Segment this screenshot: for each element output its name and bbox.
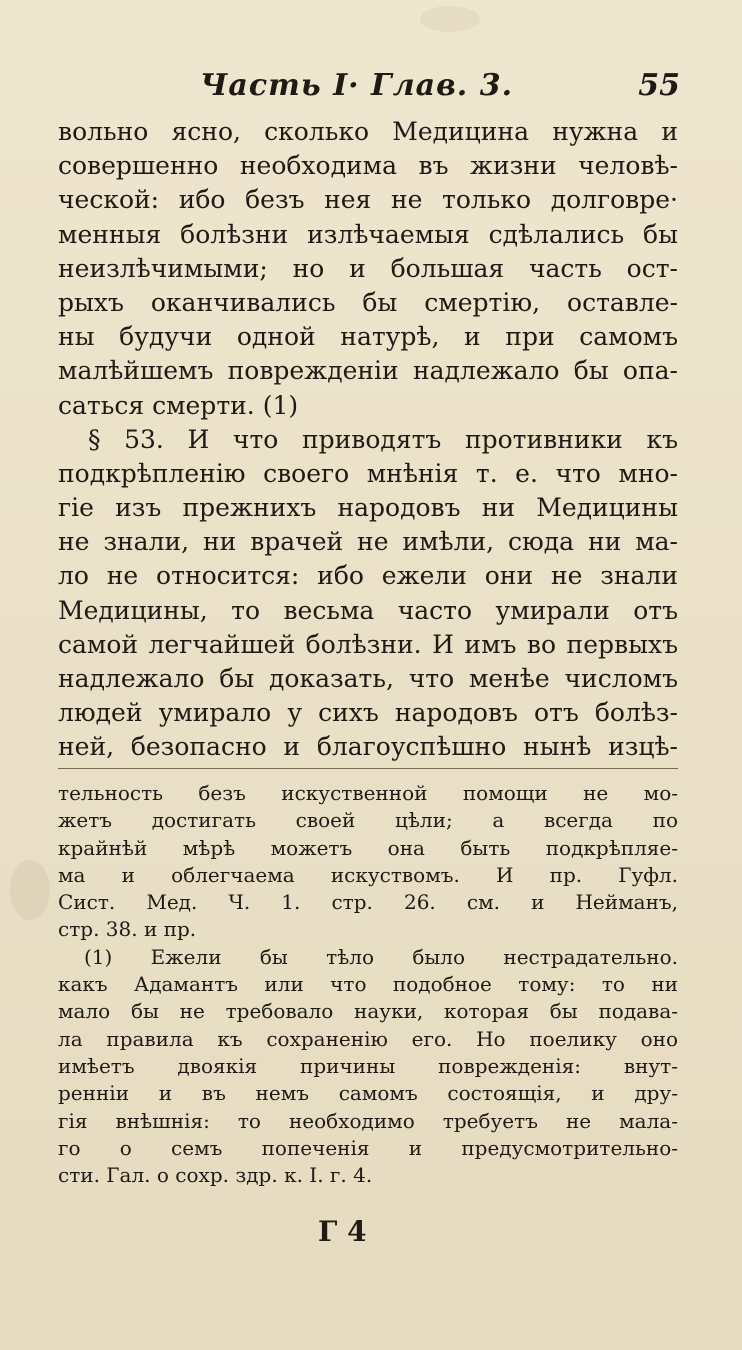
text-line: подкрѣпленію своего мнѣнія т. е. что мно- — [58, 458, 678, 488]
paper-stain — [420, 6, 480, 32]
footnote-divider — [58, 768, 678, 769]
text-line: малѣйшемъ поврежденіи надлежало бы опа- — [58, 356, 678, 386]
text-line: неизлѣчимыми; но и большая часть ост- — [58, 253, 678, 283]
page-number: 55 — [638, 68, 680, 103]
footnote-line: крайнѣй мѣрѣ можетъ она быть подкрѣпляе- — [58, 835, 678, 860]
text-line: ны будучи одной натурѣ, и при самомъ — [58, 322, 678, 352]
text-line: Медицины, то весьма часто умирали отъ — [58, 595, 678, 625]
text-line: рыхъ оканчивались бы смертію, оставле- — [58, 287, 678, 317]
footnote-line: имѣетъ двоякія причины поврежденія: внут- — [58, 1053, 678, 1078]
footnote-line: (1) Ежели бы тѣло было нестрадательно. — [84, 944, 678, 969]
text-line: ло не относится: ибо ежели они не знали — [58, 561, 678, 591]
footnote-line: гія внѣшнія: то необходимо требуетъ не мала- — [58, 1108, 678, 1133]
text-line: ческой: ибо безъ нея не только долговре· — [58, 185, 678, 215]
footnote-line: жетъ достигать своей цѣли; а всегда по — [58, 808, 678, 833]
footnote-line: какъ Адамантъ или что подобное тому: то ни — [58, 972, 678, 997]
paper-stain — [10, 860, 50, 920]
text-line: саться смерти. (1) — [58, 390, 299, 420]
footnotes — [58, 780, 678, 1189]
text-line: людей умирало у сихъ народовъ отъ болѣз- — [58, 698, 678, 728]
footnote-line: сти. Гал. о сохр. здр. к. I. г. 4. — [58, 1163, 373, 1188]
footnote-line: ла правила къ сохраненію его. Но поелику оно — [58, 1026, 678, 1051]
footnote-line: тельность безъ искуственной помощи не мо- — [58, 781, 678, 805]
section-heading-line: § 53. И что приводятъ противники къ — [88, 424, 678, 454]
footnote-line: стр. 38. и пр. — [58, 917, 197, 942]
signature-mark: Г 4 — [318, 1215, 367, 1248]
footnote-line: Сист. Мед. Ч. 1. стр. 26. см. и Нейманъ, — [58, 890, 678, 915]
text-line: совершенно необходима въ жизни человѣ- — [58, 151, 678, 181]
text-line: самой легчайшей болѣзни. И имъ во первыхъ — [58, 629, 678, 659]
page-header — [200, 68, 680, 112]
text-line: менныя болѣзни излѣчаемыя сдѣлались бы — [58, 219, 678, 249]
footnote-line: го о семъ попеченія и предусмотрительно- — [58, 1135, 678, 1160]
main-text — [58, 115, 678, 765]
running-title: Часть I· Глав. 3. — [200, 68, 514, 103]
text-line: вольно ясно, сколько Медицина нужна и — [58, 117, 678, 146]
footnote-line: ренніи и въ немъ самомъ состоящія, и дру- — [58, 1081, 678, 1106]
text-line: гіе изъ прежнихъ народовъ ни Медицины — [58, 493, 678, 523]
text-line: ней, безопасно и благоуспѣшно нынѣ изцѣ- — [58, 732, 678, 762]
text-line: надлежало бы доказать, что менѣе числомъ — [58, 664, 678, 693]
footnote-line: мало бы не требовало науки, которая бы подава- — [58, 999, 678, 1024]
footnote-line: ма и облегчаема искуствомъ. И пр. Гуфл. — [58, 862, 678, 887]
text-line: не знали, ни врачей не имѣли, сюда ни ма- — [58, 527, 678, 557]
